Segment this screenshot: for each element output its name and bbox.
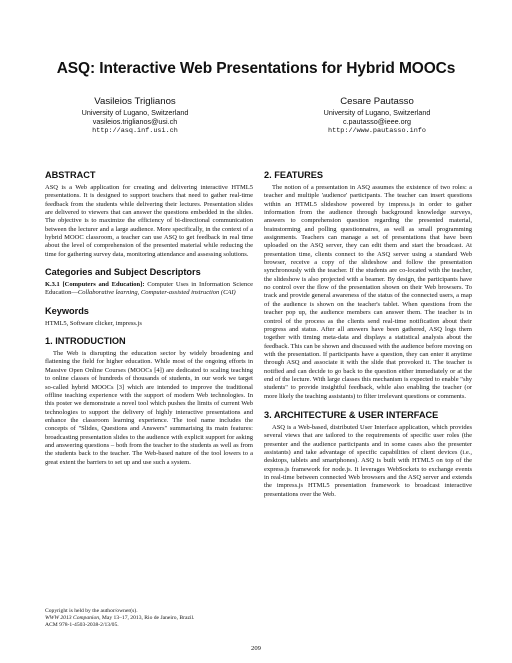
left-column [45, 170, 253, 467]
author-url[interactable]: http://www.pautasso.info [328, 126, 426, 135]
page-number: 209 [251, 645, 261, 652]
conference-name: WWW 2013 Companion, [45, 614, 101, 621]
copyright-line: Copyright is held by the author/owner(s). [45, 608, 138, 614]
acm-line: ACM 978-1-4503-2038-2/13/05. [45, 621, 119, 628]
features-heading: 2. FEATURES [264, 170, 324, 180]
author-affiliation: University of Lugano, Switzerland [323, 108, 431, 117]
author-affiliation: University of Lugano, Switzerland [81, 108, 189, 117]
conference-line [45, 615, 253, 622]
categories-heading: Categories and Subject Descriptors [45, 267, 201, 278]
author-name: Vasileios Triglianos [94, 96, 176, 107]
author-url[interactable]: http://asq.inf.usi.ch [92, 126, 178, 135]
introduction-text: The Web is disrupting the education sector by widely broadening and flattening the field for higher education. While most of the ongoing efforts in Massive Open Online Courses (MOOCs [4]) are dedicated to scaling teaching to online classes of hundreds of thousands of students, in our work we target so-called hybrid MOOCs [3] which are intended to improve the traditional offline teaching experience with the support of modern Web technologies. In this poster we demonstrate a novel tool which pushes the limits of current Web technologies to support the delivery of highly interactive presentations and enhance the classroom learning experience. The tool name includes the concepts of "Slides, Questions and Answers" summarising its main features: broadcasting presentation slides to the audience with explicit support for asking and answering questions – both from the teacher to the students as well as from the students back to the teacher. The Web-based nature of the tool lowers to a great extent the barriers to set up and use such a system. [45, 350, 253, 466]
conference-details: May 13–17, 2013, Rio de Janeiro, Brazil. [100, 614, 195, 621]
categories-text [45, 281, 253, 298]
author-block-2 [267, 96, 487, 136]
author-email: c.pautasso@ieee.org [342, 117, 412, 127]
architecture-heading: 3. ARCHITECTURE & USER INTERFACE [264, 409, 439, 420]
keywords-heading: Keywords [45, 305, 89, 316]
keywords-text: HTML5, Software clicker, impress.js [45, 319, 142, 327]
abstract-heading: ABSTRACT [45, 170, 96, 180]
paper-title: ASQ: Interactive Web Presentations for Hybrid MOOCs [56, 60, 456, 77]
architecture-text: ASQ is a Web-based, distributed User Interface application, which provides several views that are tailored to the requirements of specific user roles (the presenter and the audience participants and in some cases also the presenter assistants) and take advantage of specific capabilities of client devices (i.e., desktops, tablets and smartphones). ASQ is built with HTML5 on top of the express.js framework for node.js. It leverages WebSockets to exchange events in real-time between connected Web browsers and the ASQ server and extends the impress.js HTML5 presentation framework to broadcast interactive presentations over the Web. [264, 423, 472, 498]
author-name: Cesare Pautasso [340, 96, 414, 107]
author-email: vasileios.triglianos@usi.ch [92, 117, 178, 127]
abstract-text: ASQ is a Web application for creating and delivering interactive HTML5 presentations. It is designed to support teachers that need to gather real-time feedback from the students while delivering their lectures. Presentation slides are delivered to viewers that can answer the questions embedded in the slides. The objective is to maximize the efficiency of bi-directional communication between the lecturer and a large audience. More specifically, in the context of a hybrid MOOC classroom, a teacher can use ASQ to get feedback in real time about the level of comprehension of the presented material while reducing the time for gathering survey data, monitoring attendance and assessing solutions. [45, 184, 253, 258]
ccs-italic: Collaborative learning, Computer-assisted instruction (CAI) [77, 289, 236, 297]
features-text: The notion of a presentation in ASQ assumes the existence of two roles: a teacher and multiple 'audience' participants. The teacher can insert questions within an HTML5 slideshow powered by impress.js in order to gather information from the audience through background knowledge surveys, answers to comprehension question regarding the presented material, brainstorming and polling questionnaires, as well as small programming assignments. Teachers can manage a set of presentations that have been uploaded on the ASQ server, they can edit them and start the broadcast. At presentation time, clients connect to the ASQ server using a standard Web browser, receive a copy of the slideshow and follow the presentation synchronously with the teacher. If the students are co-located with the teacher, the slideshow is also projected with a beamer. By design, the participants have no control over the flow of the presentation shown on their Web browsers. To track and provide general awareness of the status of the connected users, a map of the audience is shown on the teacher's tablet. When questions from the teacher pop up, the audience members can answer them. The teacher is in control of the process as the clients send real-time notification about their progress and status. After all answers have been gathered, ASQ logs them together with timing meta-data and displays a statistical analysis about the feedback. This can be shown and discussed with the audience before moving on with the presentation. If participants have a question, they can enter it anytime through ASQ and associate it with the slide that provoked it. The teacher is notified and can decide to go back to the question either immediately or at the end of the lecture. With large classes this mechanism is expected to enable "shy students" to provide insightful feedback, while also enabling the teacher (or more likely the teaching assistants) to filter irrelevant questions or comments. [264, 184, 472, 400]
introduction-heading: 1. INTRODUCTION [45, 336, 126, 347]
right-column [264, 170, 472, 499]
ccs-description: Computer Uses in Information Science Education— [45, 281, 253, 297]
ccs-code: K.3.1 [Computers and Education]: [45, 281, 145, 289]
copyright-footnote [45, 608, 253, 629]
author-block-1 [25, 96, 245, 136]
